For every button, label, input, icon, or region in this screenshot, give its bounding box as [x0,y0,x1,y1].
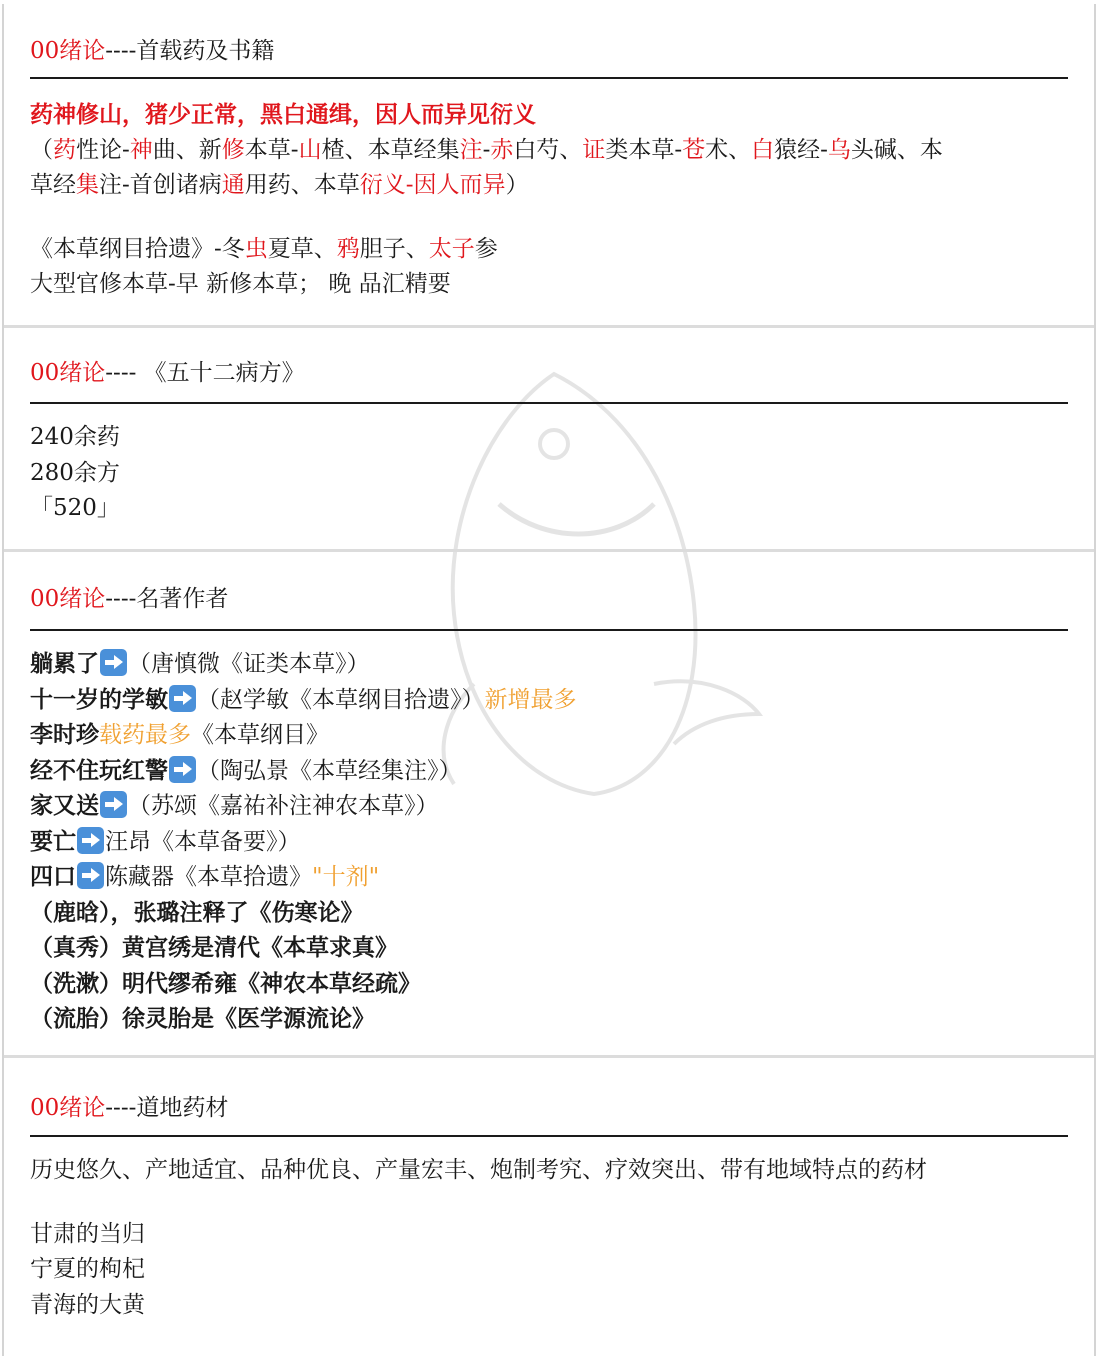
author-row [30,895,1074,931]
card-title [30,584,228,614]
title-divider [30,77,1068,79]
highlight-text: 乌 [827,136,851,163]
card-first-records [4,4,1094,328]
text-segment: 本草- [244,136,299,163]
title-rest: ----首载药及书籍 [105,38,275,64]
highlight-text: 衍义-因人而异 [359,172,506,198]
text-segment: 注-首创诸病 [99,172,222,198]
text-segment: 胆子、 [359,235,429,262]
card-52-prescriptions [4,328,1094,552]
author-row [30,646,1074,682]
card-body [30,420,1074,527]
fact-line: 「520」 [30,495,120,521]
text-segment: - [482,136,491,163]
text-segment: 用药、本草 [244,172,360,198]
card-body [30,1153,1074,1323]
author-work: （陶弘景《本草经集注》） [197,757,462,784]
highlight-text: 注 [459,136,483,163]
card-body [30,97,1074,303]
title-rest: ----道地药材 [105,1095,229,1121]
highlight-note: 载药最多 [99,722,191,748]
mnemonic-text: 四口 [30,863,76,890]
author-row [30,682,1074,718]
title-prefix: 00绪论 [30,1095,106,1121]
supplement-line [30,232,1074,268]
highlight-text: 药 [53,136,76,163]
text-segment: 曲、新 [152,136,222,163]
right-arrow-icon [100,649,127,676]
mnemonic-text: 李时珍 [30,721,99,748]
title-prefix: 00绪论 [30,38,106,64]
mnemonic-text: 十一岁的学敏 [30,685,168,713]
title-rest: ---- 《五十二病方》 [105,360,305,386]
title-divider [30,1135,1068,1137]
right-arrow-icon [100,791,127,818]
highlight-text: 虫 [244,235,268,262]
text-segment: 类本草- [605,136,683,163]
highlight-text: 鸦 [336,235,360,262]
highlight-text: 苍 [682,136,706,163]
text-segment: 楂、本草经集 [321,136,460,163]
mnemonic-explanation-line-1 [30,133,1074,169]
title-divider [30,629,1068,631]
title-prefix: 00绪论 [30,360,106,386]
card-title [30,1093,228,1123]
document-sheet [2,4,1096,1356]
fact-line: 240余药 [30,424,120,450]
author-row [30,824,1074,860]
title-divider [30,402,1068,404]
highlight-text: 白 [751,136,775,163]
right-arrow-icon [169,685,196,712]
example-line: 甘肃的当归 [30,1220,145,1247]
author-row [30,788,1074,824]
highlight-text: 修 [221,136,245,163]
card-title [30,358,305,388]
text-segment: 夏草、 [267,235,337,262]
author-row [30,930,1074,966]
mnemonic-text: （真秀）黄宫绣是清代《本草求真》 [30,934,398,961]
author-list [30,646,1074,1037]
highlight-note: 新增最多 [484,686,577,713]
text-segment: 头碱、本 [850,136,943,163]
text-segment: 草经 [30,172,76,198]
text-segment: 白芍、 [513,136,583,163]
text-segment: （ [30,136,53,163]
highlight-text: 集 [76,172,99,198]
right-arrow-icon [77,827,104,854]
official-compendium-line: 大型官修本草-早 新修本草； 晚 品汇精要 [30,271,451,297]
author-work: 陈藏器《本草拾遗》 [105,864,312,890]
mnemonic-explanation-line-2 [30,168,1074,204]
highlight-text: 神 [129,136,153,163]
author-row [30,966,1074,1002]
mnemonic-text: 躺累了 [30,650,99,677]
author-work: 汪昂《本草备要》） [105,828,301,855]
right-arrow-icon [169,756,196,783]
text-segment: 术、 [705,136,752,163]
mnemonic-text: 经不住玩红警 [30,756,168,784]
card-famous-works-authors [4,552,1094,1058]
mnemonic-line: 药神修山，猪少正常，黑白通缉，因人而异见衍义 [30,101,536,128]
right-arrow-icon [77,862,104,889]
text-segment: 猿经- [774,136,828,163]
mnemonic-text: （流胎）徐灵胎是《医学源流论》 [30,1005,375,1032]
author-row [30,717,1074,753]
author-work: （苏颂《嘉祐补注神农本草》） [128,793,439,819]
author-work: （赵学敏《本草纲目拾遗》） [197,686,485,713]
mnemonic-text: 家又送 [30,792,99,819]
author-work: （唐慎微《证类本草》） [128,651,370,677]
highlight-text: 通 [221,172,245,198]
highlight-note: "十剂" [312,864,380,890]
fact-line: 280余方 [30,459,120,486]
text-segment: 性论- [76,136,130,163]
definition-line: 历史悠久、产地适宜、品种优良、产量宏丰、炮制考究、疗效突出、带有地域特点的药材 [30,1157,927,1183]
highlight-text: 证 [582,136,606,163]
example-line: 宁夏的枸杞 [30,1256,145,1282]
card-title [30,36,274,66]
author-row [30,1001,1074,1037]
text-segment: ） [505,172,529,198]
highlight-text: 赤 [490,136,514,163]
highlight-text: 太子 [428,235,475,262]
mnemonic-text: 要亡 [30,827,76,855]
mnemonic-text: （鹿晗），张璐注释了《伤寒论》 [30,898,364,926]
author-row [30,753,1074,789]
text-segment: 《本草纲目拾遗》-冬 [30,235,245,262]
text-segment: 参 [474,235,498,262]
title-rest: ----名著作者 [105,586,229,612]
card-authentic-herbs [4,1058,1094,1368]
example-line: 青海的大黄 [30,1291,145,1318]
mnemonic-text: （洗漱）明代缪希雍《神农本草经疏》 [30,969,421,997]
title-prefix: 00绪论 [30,586,106,612]
highlight-text: 山 [298,136,322,163]
author-work: 《本草纲目》 [191,722,329,748]
author-row [30,859,1074,895]
